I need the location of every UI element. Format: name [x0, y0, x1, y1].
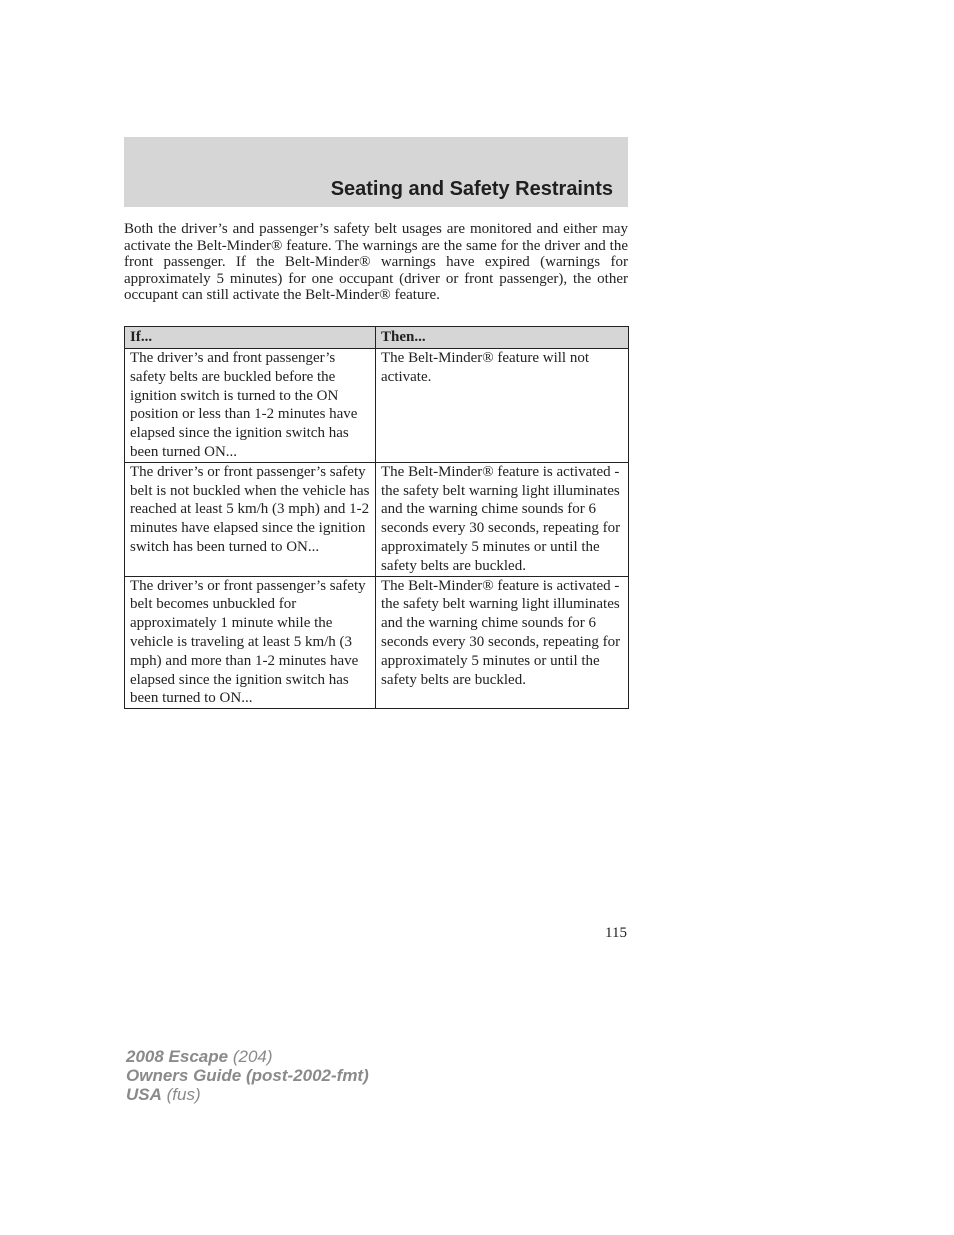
- footer-market-line: [126, 1085, 369, 1104]
- table-row: [125, 576, 629, 709]
- condition-cell: The driver’s or front passenger’s safety belt becomes unbuckled for approximately 1 minute while the vehicle is traveling at least 5 km/h (3 mph) and more than 1-2 minutes have elapsed since the ignition switch has been turned to ON...: [125, 576, 376, 709]
- intro-paragraph: Both the driver’s and passenger’s safety belt usages are monitored and either may activate the Belt-Minder® feature. The warnings are the same for the driver and the front passenger. If the Belt-Minder® warnings have expired (warnings for approximately 5 minutes) for one occupant (driver or front passenger), the other occupant can still activate the Belt-Minder® feature.: [124, 221, 628, 304]
- result-cell: The Belt-Minder® feature is activated - the safety belt warning light illuminates and the warning chime sounds for 6 seconds every 30 seconds, repeating for approximately 5 minutes or until the safety belts are buckled.: [376, 462, 629, 576]
- footer-market-code: (fus): [166, 1085, 201, 1104]
- table-header-row: [125, 327, 629, 349]
- footer-model-code: (204): [232, 1047, 273, 1066]
- result-cell: The Belt-Minder® feature is activated - the safety belt warning light illuminates and the warning chime sounds for 6 seconds every 30 seconds, repeating for approximately 5 minutes or until the safety belts are buckled.: [376, 576, 629, 709]
- section-header-band: [124, 137, 628, 207]
- table-row: [125, 349, 629, 463]
- footer-market: USA: [126, 1085, 162, 1104]
- footer-model-line: [126, 1047, 369, 1066]
- document-footer: [126, 1047, 369, 1104]
- column-header-then: Then...: [376, 327, 629, 349]
- belt-minder-table: [124, 326, 629, 709]
- column-header-if: If...: [125, 327, 376, 349]
- condition-cell: The driver’s or front passenger’s safety belt is not buckled when the vehicle has reached at least 5 km/h (3 mph) and 1-2 minutes have elapsed since the ignition switch has been turned to ON...: [125, 462, 376, 576]
- footer-guide-line: [126, 1066, 369, 1085]
- result-cell: The Belt-Minder® feature will not activate.: [376, 349, 629, 463]
- section-title: Seating and Safety Restraints: [330, 178, 613, 200]
- footer-guide: Owners Guide (post-2002-fmt): [126, 1066, 369, 1085]
- page-number: 115: [605, 925, 627, 941]
- footer-model: 2008 Escape: [126, 1047, 229, 1066]
- condition-cell: The driver’s and front passenger’s safety belts are buckled before the ignition switch is turned to the ON position or less than 1-2 minutes have elapsed since the ignition switch has been turned ON...: [125, 349, 376, 463]
- table-row: [125, 462, 629, 576]
